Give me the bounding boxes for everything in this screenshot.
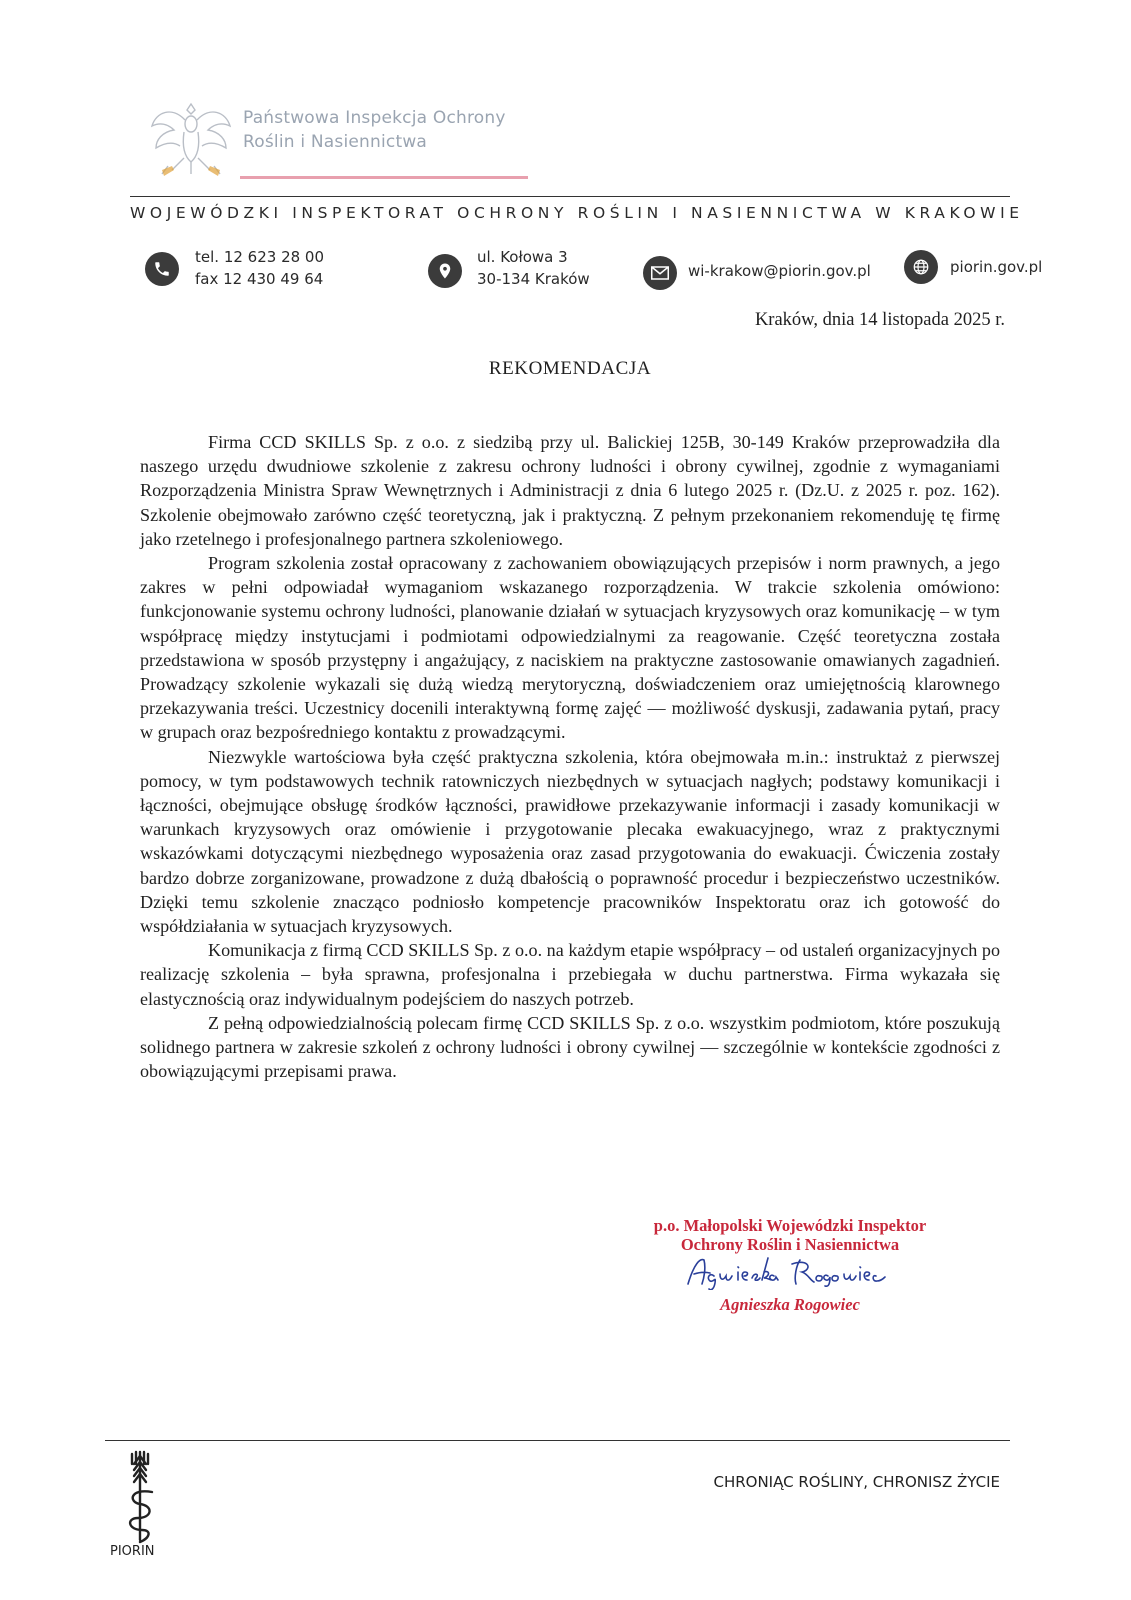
handwritten-signature bbox=[680, 1254, 900, 1290]
paragraph-3: Niezwykle wartościowa była część praktyczna szkolenia, która obejmowała m.in.: instruktaż z pierwszej pomocy, w tym podstawowych technik ratowniczych niezbędnych w sytuacjach nagłych; podstawy komunikacji i łączności, obejmujące obsługę środków łączności, prawidłowe przekazywanie informacji i zasady komunikacji w warunkach kryzysowych oraz omówienie i przygotowanie plecaka ewakuacyjnego, wraz z praktycznymi wskazówkami dotyczącymi niezbędnego wyposażenia oraz zasad przygotowania do ewakuacji. Ćwiczenia zostały bardzo dobrze zorganizowane, prowadzone z dużą dbałością o poprawność procedur i bezpieczeństwo uczestników. Dzięki temu szkolenie znacząco podniosło kompetencje pracowników Inspektoratu oraz ich gotowość do współdziałania w sytuacjach kryzysowych. bbox=[140, 746, 1000, 937]
fax-number: fax 12 430 49 64 bbox=[195, 270, 324, 288]
email-address[interactable]: wi-krakow@piorin.gov.pl bbox=[688, 262, 871, 280]
city-address: 30-134 Kraków bbox=[477, 270, 590, 288]
paragraph-2: Program szkolenia został opracowany z zachowaniem obowiązujących przepisów i norm prawnych, a jego zakres w pełni odpowiadał wymaganiom wskazanego rozporządzenia. W trakcie szkolenia omówiono: funkcjonowanie systemu ochrony ludności, planowanie działań w sytuacjach kryzysowych oraz komunikację – w tym współpracę między instytucjami i podmiotami odpowiedzialnymi za reagowanie. Część teoretyczna została przedstawiona w sposób przystępny i angażujący, z naciskiem na praktyczne zastosowanie omawianych zagadnień. Prowadzący szkolenie wykazali się dużą wiedzą merytoryczną, doświadczeniem oraz umiejętnością klarownego przekazywania treści. Uczestnicy docenili interaktywną formę zajęć — możliwość dyskusji, zadawania pytań, pracy w grupach oraz bezpośredniego kontaktu z prowadzącymi. bbox=[140, 553, 1000, 743]
header-divider bbox=[130, 196, 1010, 197]
piorin-logo-icon bbox=[110, 1448, 170, 1548]
street-address: ul. Kołowa 3 bbox=[477, 248, 568, 266]
piorin-logo-text: PIORIN bbox=[110, 1544, 155, 1559]
paragraph-5: Z pełną odpowiedzialnością polecam firmę CCD SKILLS Sp. z o.o. wszystkim podmiotom, które poszukują solidnego partnera w zakresie szkoleń z ochrony ludności i obrony cywilnej — szczególnie w kontekście zgodności z obowiązującymi przepisami prawa. bbox=[140, 1012, 1000, 1082]
phone-icon bbox=[145, 252, 179, 286]
website-url[interactable]: piorin.gov.pl bbox=[950, 258, 1043, 276]
document-date: Kraków, dnia 14 listopada 2025 r. bbox=[754, 310, 1005, 330]
signature-block bbox=[620, 1216, 960, 1315]
globe-icon bbox=[904, 250, 938, 284]
letter-body bbox=[140, 430, 1000, 1083]
header-accent-line bbox=[240, 176, 528, 179]
signatory-name: Agnieszka Rogowiec bbox=[720, 1295, 860, 1314]
location-icon bbox=[428, 254, 462, 288]
signatory-title: p.o. Małopolski Wojewódzki Inspektor bbox=[653, 1216, 927, 1235]
email-icon bbox=[643, 256, 677, 290]
institution-name-line1: Państwowa Inspekcja Ochrony bbox=[243, 108, 506, 128]
document-title: REKOMENDACJA bbox=[488, 358, 652, 379]
phone-number: tel. 12 623 28 00 bbox=[195, 248, 325, 266]
footer-divider bbox=[105, 1440, 1010, 1441]
paragraph-1: Firma CCD SKILLS Sp. z o.o. z siedzibą przy ul. Balickiej 125B, 30-149 Kraków przeprowadziła dla naszego urzędu dwudniowe szkolenie z zakresu ochrony ludności i obrony cywilnej, zgodnie z wymaganiami Rozporządzenia Ministra Spraw Wewnętrznych i Administracji z dnia 6 lutego 2025 r. (Dz.U. z 2025 r. poz. 162). Szkolenie obejmowało zarówno część teoretyczną, jak i praktyczną. Z pełnym przekonaniem rekomenduję tę firmę jako rzetelnego i profesjonalnego partnera szkoleniowego. bbox=[140, 432, 1000, 549]
paragraph-4: Komunikacja z firmą CCD SKILLS Sp. z o.o. na każdym etapie współpracy – od ustaleń organizacyjnych po realizację szkolenia – była sprawna, profesjonalna i przebiegała w duchu partnerstwa. Firma wykazała się elastycznością oraz indywidualnym podejściem do naszych potrzeb. bbox=[140, 940, 1000, 1009]
institution-name-line2: Roślin i Nasiennictwa bbox=[243, 132, 428, 152]
eagle-emblem-icon bbox=[148, 96, 234, 182]
footer-slogan: CHRONIĄC ROŚLINY, CHRONISZ ŻYCIE bbox=[713, 1473, 1000, 1491]
signatory-title-cont: Ochrony Roślin i Nasiennictwa bbox=[680, 1235, 900, 1254]
inspectorate-name: WOJEWÓDZKI INSPEKTORAT OCHRONY ROŚLIN I NASIENNICTWA W KRAKOWIE bbox=[130, 204, 1024, 222]
